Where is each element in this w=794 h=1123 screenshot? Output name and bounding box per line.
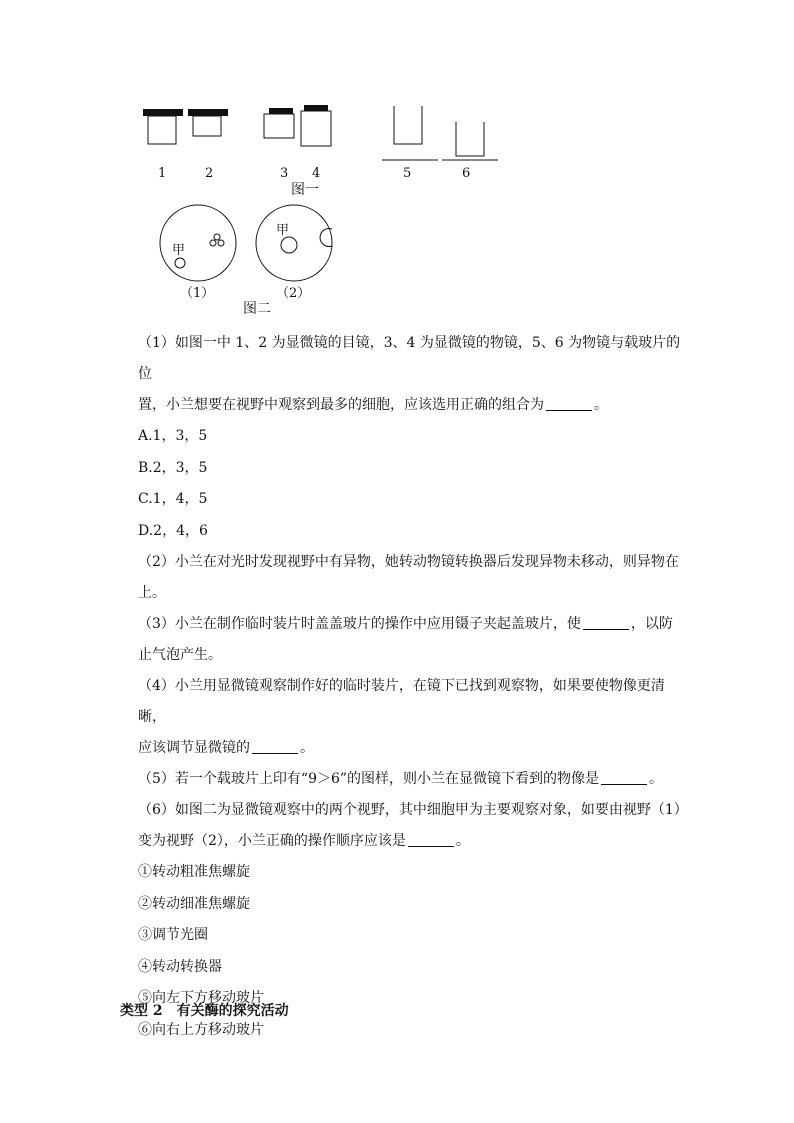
question-4-line-2 [138,733,686,764]
answer-blank-5[interactable] [601,770,647,785]
step-4: ④转动转换器 [138,958,222,975]
figure-one [0,0,794,210]
objective-slide-6 [442,122,498,160]
step-2: ②转动细准焦螺旋 [138,895,250,912]
question-2-line-2: 上。 [138,585,166,601]
answer-blank-3[interactable] [583,615,629,630]
objective-4 [301,105,331,146]
question-3-text: （3）小兰在制作临时装片时盖盖玻片的操作中应用镊子夹起盖玻片，使 [138,616,581,632]
objective-3 [264,108,294,138]
option-c: C.1，4，5 [138,491,208,507]
label-1: 1 [158,166,167,181]
question-3-text-end: ，以防 [630,616,673,632]
question-6-line-1: （6）如图二为显微镜观察中的两个视野，其中细胞甲为主要观察对象，如要由视野（1） [138,802,688,818]
field-of-view-1 [160,205,236,281]
cell-jia-label-1: 甲 [172,243,186,258]
option-b: B.2，3，5 [138,459,208,476]
figure-one-caption: 图一 [291,182,319,198]
field-2-caption: （2） [276,286,311,301]
question-5-end: 。 [649,771,664,787]
label-6: 6 [462,166,471,181]
question-5-text: （5）若一个载玻片上印有“9＞6”的图样，则小兰在显微镜下看到的物像是 [138,771,600,787]
figure-two [0,200,794,325]
field-1-caption: （1） [180,286,215,301]
option-a: A.1，3，5 [138,428,208,444]
question-4-line-1: （4）小兰用显微镜观察制作好的临时装片，在镜下已找到观察物，如果要使物像更清晰， [138,678,665,725]
step-5: ⑤向左下方移动玻片 [138,990,264,1006]
question-1-line-2 [138,390,686,421]
label-2: 2 [205,166,214,181]
question-1-line-1: （1）如图一中 1、2 为显微镜的目镜，3、4 为显微镜的物镜，5、6 为物镜与载玻片的位 [138,335,681,382]
question-6-line-2 [138,826,686,857]
option-d: D.2，4，6 [138,522,208,539]
figure-two-caption: 图二 [243,301,271,317]
question-5 [138,764,686,795]
question-1-end: 。 [594,397,608,413]
question-2-line-1: （2）小兰在对光时发现视野中有异物，她转动物镜转换器后发现异物未移动，则异物在 [138,554,679,570]
objective-slide-5 [382,106,438,160]
step-1: ①转动粗准焦螺旋 [138,864,250,880]
label-5: 5 [403,166,412,181]
question-1-text: 置，小兰想要在视野中观察到最多的细胞，应该选用正确的组合为 [138,397,544,413]
eyepiece-1 [143,109,183,144]
step-6: ⑥向右上方移动玻片 [138,1021,264,1038]
section-heading: 类型 2 有关酶的探究活动 [120,1003,289,1019]
step-3: ③调节光圈 [138,927,208,943]
label-4: 4 [312,166,321,181]
cell-jia-label-2: 甲 [276,223,290,238]
answer-blank-6[interactable] [408,832,454,847]
question-3-line-2: 止气泡产生。 [138,647,222,663]
question-6-end: 。 [455,833,470,849]
eyepiece-2 [188,109,228,136]
question-4-end: 。 [300,740,314,756]
field-of-view-2 [256,205,332,281]
question-6-text: 变为视野（2），小兰正确的操作顺序应该是 [138,833,406,849]
question-3-line-1 [138,609,686,640]
answer-blank-1[interactable] [546,396,592,411]
question-4-text: 应该调节显微镜的 [138,740,250,756]
answer-blank-4[interactable] [252,739,298,754]
label-3: 3 [280,166,289,181]
question-content [138,328,686,1046]
